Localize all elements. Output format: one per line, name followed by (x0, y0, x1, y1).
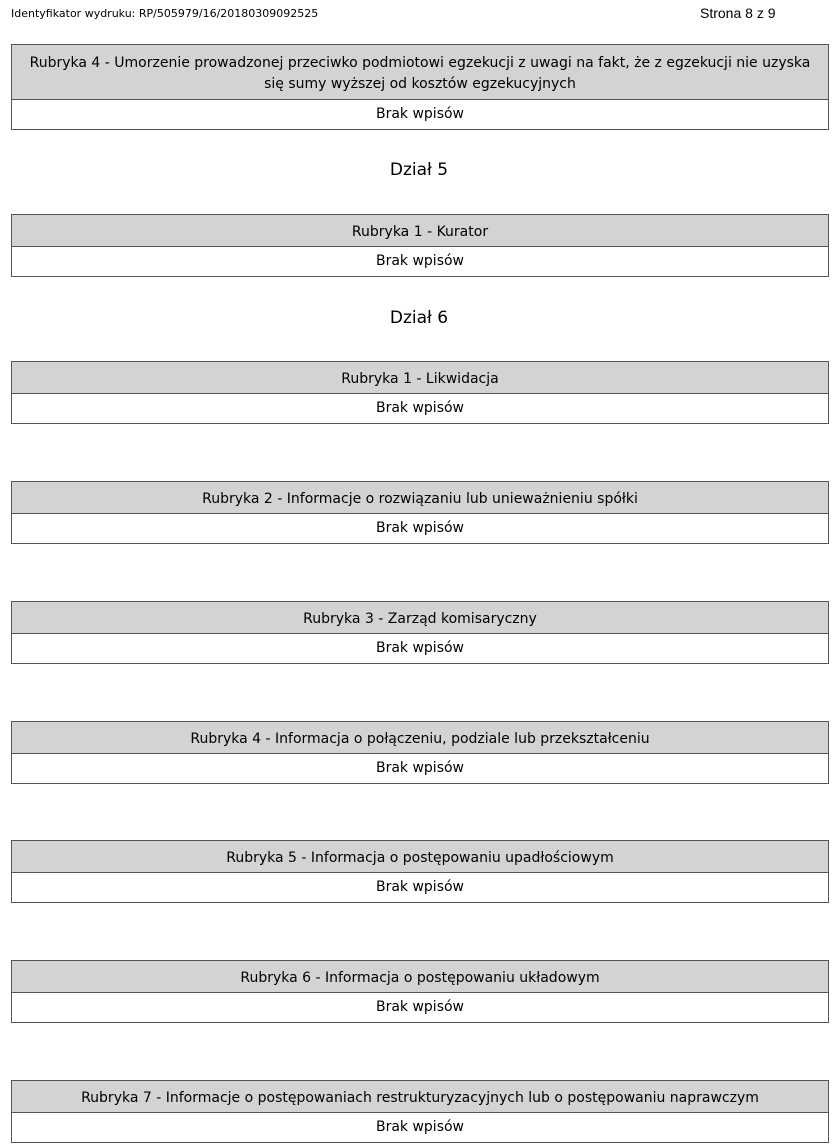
section-body: Brak wpisów (375, 253, 465, 269)
section-d6-rubryka-4-polaczenie (11, 721, 829, 784)
section-d6-rubryka-5-upadlosc (11, 840, 829, 903)
section-title: Rubryka 6 - Informacja o postępowaniu układowym (12, 961, 828, 993)
section-title: Rubryka 1 - Kurator (12, 215, 828, 247)
section-title: Rubryka 7 - Informacje o postępowaniach restrukturyzacyjnych lub o postępowaniu naprawczym (12, 1081, 828, 1113)
section-body: Brak wpisów (375, 999, 465, 1015)
section-title: Rubryka 2 - Informacje o rozwiązaniu lub unieważnieniu spółki (12, 482, 828, 514)
section-title: Rubryka 1 - Likwidacja (12, 362, 828, 394)
section-d6-rubryka-1-likwidacja (11, 361, 829, 424)
section-body: Brak wpisów (375, 1119, 465, 1135)
dzial-5-heading: Dział 5 (389, 160, 449, 180)
section-body: Brak wpisów (375, 879, 465, 895)
section-title: Rubryka 4 - Umorzenie prowadzonej przeciwko podmiotowi egzekucji z uwagi na fakt, że z egzekucji nie uzyska się sumy wyższej od kosztów egzekucyjnych (12, 45, 828, 100)
print-identifier: Identyfikator wydruku: RP/505979/16/20180309092525 (11, 7, 319, 20)
section-body: Brak wpisów (375, 760, 465, 776)
section-title: Rubryka 5 - Informacja o postępowaniu upadłościowym (12, 841, 828, 873)
section-rubryka-4-umorzenie (11, 44, 829, 130)
section-d6-rubryka-7-restrukturyzacja (11, 1080, 829, 1143)
section-body: Brak wpisów (375, 520, 465, 536)
page-number: Strona 8 z 9 (700, 5, 776, 21)
section-d6-rubryka-3-zarzad (11, 601, 829, 664)
section-d6-rubryka-6-uklad (11, 960, 829, 1023)
dzial-6-heading: Dział 6 (389, 308, 449, 328)
section-body: Brak wpisów (375, 106, 465, 122)
section-title: Rubryka 3 - Zarząd komisaryczny (12, 602, 828, 634)
section-body: Brak wpisów (375, 400, 465, 416)
section-d6-rubryka-2-rozwiazanie (11, 481, 829, 544)
section-body: Brak wpisów (375, 640, 465, 656)
section-d5-rubryka-1-kurator (11, 214, 829, 277)
section-title: Rubryka 4 - Informacja o połączeniu, podziale lub przekształceniu (12, 722, 828, 754)
